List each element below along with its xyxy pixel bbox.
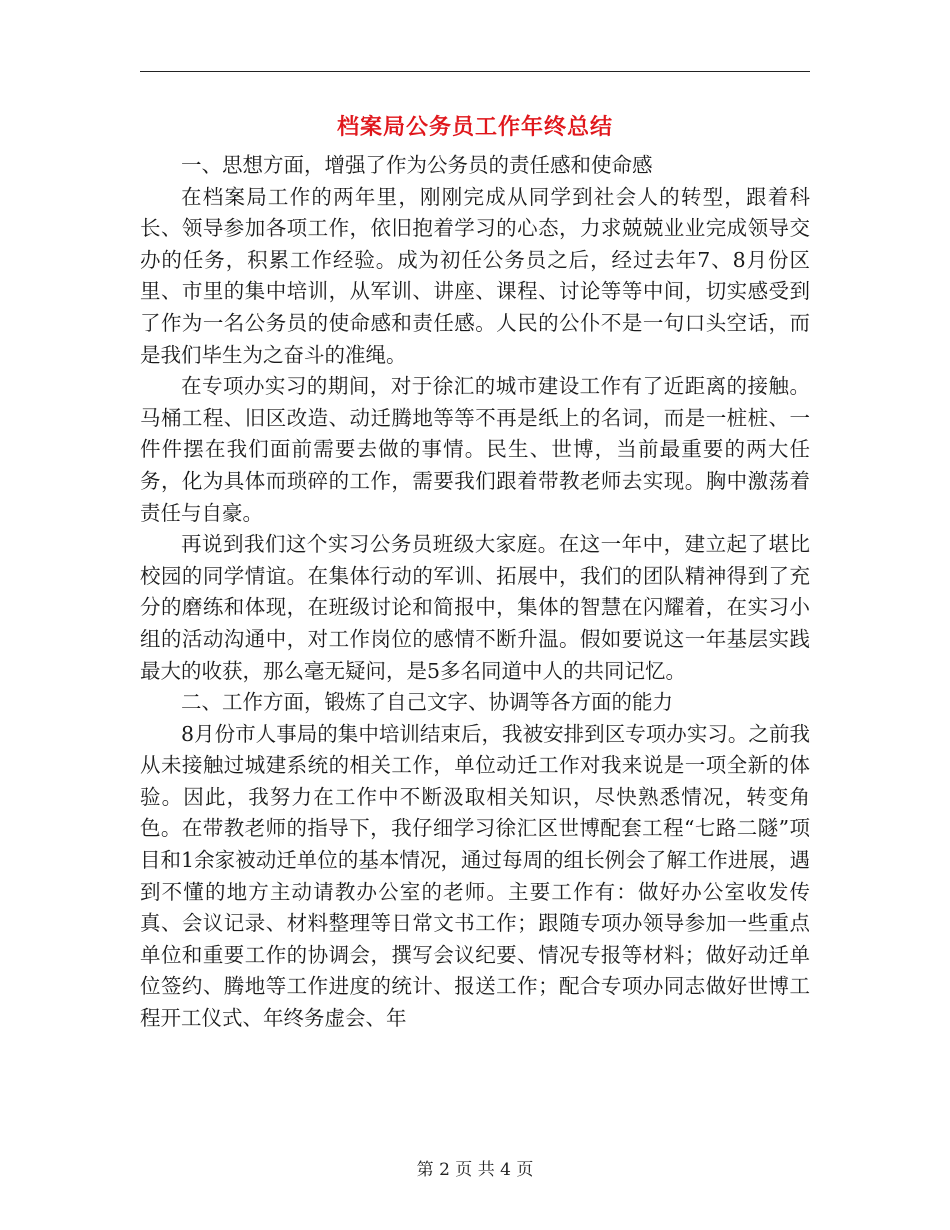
paragraph: 在档案局工作的两年里，刚刚完成从同学到社会人的转型，跟着科长、领导参加各项工作，依旧抱着学习的心态，力求兢兢业业完成领导交办的任务，积累工作经验。成为初任公务员之后，经过去年7、8月份区里、市里的集中培训，从军训、讲座、课程、讨论等等中间，切实感受到了作为一名公务员的使命感和责任感。人民的公仆不是一句口头空话，而是我们毕生为之奋斗的准绳。 xyxy=(140,184,810,367)
header-rule xyxy=(140,71,810,72)
section-heading-1: 一、思想方面，增强了作为公务员的责任感和使命感 xyxy=(181,153,653,177)
document-body xyxy=(140,150,810,1035)
page-footer: 第 2 页 共 4 页 xyxy=(416,1160,534,1180)
document-title: 档案局公务员工作年终总结 xyxy=(336,114,613,140)
paragraph: 8月份市人事局的集中培训结束后，我被安排到区专项办实习。之前我从未接触过城建系统的相关工作，单位动迁工作对我来说是一项全新的体验。因此，我努力在工作中不断汲取相关知识，尽快熟悉情况，转变角色。在带教老师的指导下，我仔细学习徐汇区世博配套工程“七路二隧”项目和1余家被动迁单位的基本情况，通过每周的组长例会了解工作进展，遇到不懂的地方主动请教办公室的老师。主要工作有：做好办公室收发传真、会议记录、材料整理等日常文书工作；跟随专项办领导参加一些重点单位和重要工作的协调会，撰写会议纪要、情况专报等材料；做好动迁单位签约、腾地等工作进度的统计、报送工作；配合专项办同志做好世博工程开工仪式、年终务虚会、年 xyxy=(140,721,810,1031)
paragraph: 在专项办实习的期间，对于徐汇的城市建设工作有了近距离的接触。马桶工程、旧区改造、动迁腾地等等不再是纸上的名词，而是一桩桩、一件件摆在我们面前需要去做的事情。民生、世博，当前最重要的两大任务，化为具体而琐碎的工作，需要我们跟着带教老师去实现。胸中激荡着责任与自豪。 xyxy=(140,374,810,525)
section-heading-2: 二、工作方面，锻炼了自己文字、协调等各方面的能力 xyxy=(181,690,673,715)
paragraph: 再说到我们这个实习公务员班级大家庭。在这一年中，建立起了堪比校园的同学情谊。在集体行动的军训、拓展中，我们的团队精神得到了充分的磨练和体现，在班级讨论和简报中，集体的智慧在闪耀着，在实习小组的活动沟通中，对工作岗位的感情不断升温。假如要说这一年基层实践最大的收获，那么毫无疑问，是5多名同道中人的共同记忆。 xyxy=(140,532,810,683)
